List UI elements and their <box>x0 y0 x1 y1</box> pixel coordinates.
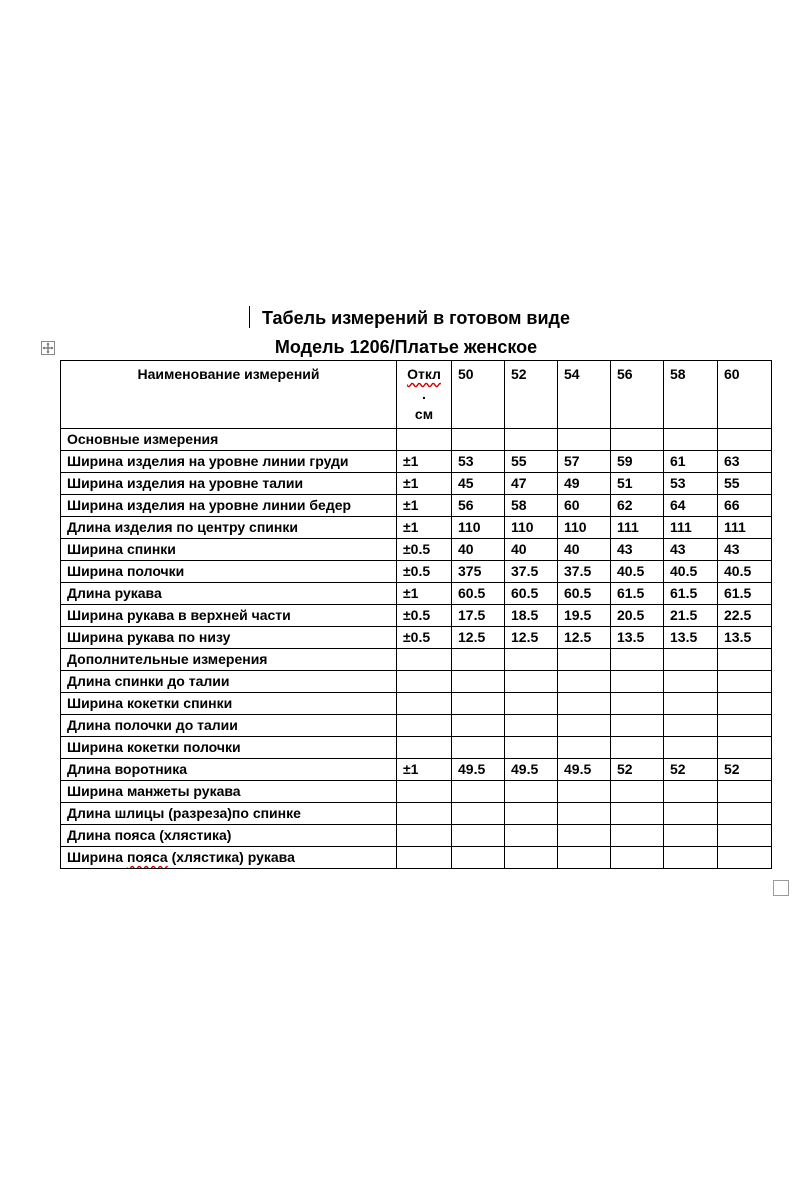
row-value <box>452 671 505 693</box>
row-label: Ширина манжеты рукава <box>61 781 397 803</box>
row-value: 375 <box>452 561 505 583</box>
row-value: 110 <box>505 517 558 539</box>
row-value <box>718 737 772 759</box>
tolerance-label: Откл <box>407 366 441 382</box>
row-value: 40 <box>558 539 611 561</box>
header-size-cell: 60 <box>718 361 772 429</box>
row-value <box>452 429 505 451</box>
row-tolerance: ±0.5 <box>397 605 452 627</box>
row-value <box>558 803 611 825</box>
row-tolerance: ±0.5 <box>397 539 452 561</box>
table-row <box>61 627 772 649</box>
row-value <box>611 825 664 847</box>
row-value <box>452 781 505 803</box>
tolerance-unit: см <box>414 406 434 422</box>
row-value: 58 <box>505 495 558 517</box>
row-tolerance <box>397 693 452 715</box>
row-value: 40.5 <box>718 561 772 583</box>
row-value <box>505 803 558 825</box>
row-label: Ширина рукава в верхней части <box>61 605 397 627</box>
row-value: 111 <box>664 517 718 539</box>
row-value: 55 <box>718 473 772 495</box>
row-value <box>505 847 558 869</box>
row-value: 61.5 <box>664 583 718 605</box>
row-value <box>718 429 772 451</box>
row-tolerance <box>397 429 452 451</box>
row-value <box>718 715 772 737</box>
header-name-cell: Наименование измерений <box>61 361 397 429</box>
row-label-part: (хлястика) рукава <box>167 849 295 865</box>
row-value: 13.5 <box>718 627 772 649</box>
row-value: 12.5 <box>452 627 505 649</box>
row-value: 45 <box>452 473 505 495</box>
row-tolerance <box>397 781 452 803</box>
row-value <box>558 693 611 715</box>
row-value <box>452 847 505 869</box>
row-value <box>505 737 558 759</box>
row-label <box>61 847 397 869</box>
row-label: Ширина кокетки полочки <box>61 737 397 759</box>
row-value: 61.5 <box>718 583 772 605</box>
row-value <box>611 781 664 803</box>
row-tolerance <box>397 825 452 847</box>
row-label: Основные измерения <box>61 429 397 451</box>
row-value: 52 <box>718 759 772 781</box>
row-value <box>452 693 505 715</box>
row-label: Длина пояса (хлястика) <box>61 825 397 847</box>
row-value <box>718 649 772 671</box>
model-title: Модель 1206/Платье женское <box>274 337 538 357</box>
row-tolerance: ±0.5 <box>397 561 452 583</box>
row-value: 66 <box>718 495 772 517</box>
row-value <box>558 715 611 737</box>
header-tolerance-cell <box>397 361 452 429</box>
row-label: Длина шлицы (разреза)по спинке <box>61 803 397 825</box>
table-row <box>61 737 772 759</box>
document-title: Табель измерений в готовом виде <box>261 308 570 328</box>
row-value <box>718 803 772 825</box>
row-value: 17.5 <box>452 605 505 627</box>
row-value <box>664 825 718 847</box>
table-row <box>61 473 772 495</box>
row-value <box>558 429 611 451</box>
row-value <box>558 847 611 869</box>
row-value: 110 <box>452 517 505 539</box>
table-row <box>61 671 772 693</box>
header-size-cell: 56 <box>611 361 664 429</box>
row-label: Дополнительные измерения <box>61 649 397 671</box>
row-tolerance: ±0.5 <box>397 627 452 649</box>
row-value: 43 <box>664 539 718 561</box>
row-value: 57 <box>558 451 611 473</box>
row-value: 53 <box>452 451 505 473</box>
table-resize-handle[interactable] <box>773 880 789 896</box>
table-row <box>61 847 772 869</box>
row-tolerance <box>397 715 452 737</box>
row-value: 60.5 <box>452 583 505 605</box>
row-value: 12.5 <box>505 627 558 649</box>
row-value <box>664 671 718 693</box>
table-row <box>61 649 772 671</box>
row-label: Ширина изделия на уровне линии груди <box>61 451 397 473</box>
row-value <box>611 847 664 869</box>
table-row <box>61 429 772 451</box>
header-size-cell: 52 <box>505 361 558 429</box>
row-value: 49.5 <box>505 759 558 781</box>
table-row <box>61 605 772 627</box>
row-value: 64 <box>664 495 718 517</box>
row-value <box>505 825 558 847</box>
row-value: 43 <box>718 539 772 561</box>
row-value: 40.5 <box>664 561 718 583</box>
row-label: Ширина спинки <box>61 539 397 561</box>
row-value <box>611 737 664 759</box>
header-size-cell: 50 <box>452 361 505 429</box>
row-tolerance <box>397 803 452 825</box>
row-value: 60 <box>558 495 611 517</box>
row-value <box>664 715 718 737</box>
row-tolerance: ±1 <box>397 495 452 517</box>
row-value: 37.5 <box>558 561 611 583</box>
row-value: 56 <box>452 495 505 517</box>
row-tolerance: ±1 <box>397 583 452 605</box>
row-value: 47 <box>505 473 558 495</box>
table-row <box>61 517 772 539</box>
row-value: 13.5 <box>611 627 664 649</box>
row-value <box>664 847 718 869</box>
row-tolerance: ±1 <box>397 517 452 539</box>
row-value <box>505 671 558 693</box>
row-value <box>558 781 611 803</box>
row-value <box>611 803 664 825</box>
row-value <box>452 649 505 671</box>
move-arrows-icon <box>42 342 54 354</box>
table-row <box>61 583 772 605</box>
row-value <box>505 693 558 715</box>
row-value: 60.5 <box>558 583 611 605</box>
row-tolerance <box>397 649 452 671</box>
row-label: Длина рукава <box>61 583 397 605</box>
row-value <box>558 825 611 847</box>
row-value: 52 <box>664 759 718 781</box>
row-value <box>664 803 718 825</box>
row-value: 49 <box>558 473 611 495</box>
measurements-table <box>60 360 772 869</box>
row-value <box>558 649 611 671</box>
row-value: 61.5 <box>611 583 664 605</box>
row-value: 110 <box>558 517 611 539</box>
row-value: 111 <box>718 517 772 539</box>
row-label: Длина полочки до талии <box>61 715 397 737</box>
row-label: Длина изделия по центру спинки <box>61 517 397 539</box>
row-tolerance: ±1 <box>397 473 452 495</box>
row-value <box>505 429 558 451</box>
header-size-cell: 54 <box>558 361 611 429</box>
row-value <box>558 737 611 759</box>
row-value <box>505 715 558 737</box>
row-label-part: Ширина <box>67 849 127 865</box>
row-value: 53 <box>664 473 718 495</box>
table-row <box>61 539 772 561</box>
row-value <box>505 649 558 671</box>
row-value <box>452 803 505 825</box>
row-label: Длина воротника <box>61 759 397 781</box>
tolerance-dot: . <box>422 386 426 402</box>
row-value: 18.5 <box>505 605 558 627</box>
row-value <box>718 693 772 715</box>
row-value: 49.5 <box>452 759 505 781</box>
row-tolerance <box>397 847 452 869</box>
row-value <box>718 781 772 803</box>
table-row <box>61 715 772 737</box>
table-row <box>61 781 772 803</box>
row-value: 21.5 <box>664 605 718 627</box>
row-value <box>664 781 718 803</box>
row-value: 61 <box>664 451 718 473</box>
row-value: 111 <box>611 517 664 539</box>
table-row <box>61 803 772 825</box>
row-value: 37.5 <box>505 561 558 583</box>
table-row <box>61 495 772 517</box>
row-value: 59 <box>611 451 664 473</box>
table-row <box>61 561 772 583</box>
row-value <box>558 671 611 693</box>
row-value <box>452 737 505 759</box>
row-value: 62 <box>611 495 664 517</box>
row-value <box>611 693 664 715</box>
row-value: 51 <box>611 473 664 495</box>
row-value <box>664 649 718 671</box>
row-value <box>452 825 505 847</box>
table-header-row <box>61 361 772 429</box>
row-value <box>718 825 772 847</box>
row-tolerance: ±1 <box>397 451 452 473</box>
row-value <box>664 737 718 759</box>
row-value <box>664 429 718 451</box>
row-value: 40 <box>452 539 505 561</box>
row-value: 43 <box>611 539 664 561</box>
row-label: Ширина изделия на уровне линии бедер <box>61 495 397 517</box>
table-row <box>61 451 772 473</box>
row-label: Длина спинки до талии <box>61 671 397 693</box>
header-size-cell: 58 <box>664 361 718 429</box>
row-value: 13.5 <box>664 627 718 649</box>
row-tolerance <box>397 737 452 759</box>
row-value <box>611 715 664 737</box>
row-label: Ширина полочки <box>61 561 397 583</box>
row-value <box>611 671 664 693</box>
table-row <box>61 693 772 715</box>
row-value: 49.5 <box>558 759 611 781</box>
row-value: 40 <box>505 539 558 561</box>
row-value <box>611 649 664 671</box>
row-value: 20.5 <box>611 605 664 627</box>
table-row <box>61 825 772 847</box>
row-value: 19.5 <box>558 605 611 627</box>
table-row <box>61 759 772 781</box>
row-tolerance: ±1 <box>397 759 452 781</box>
row-value: 52 <box>611 759 664 781</box>
row-label: Ширина изделия на уровне талии <box>61 473 397 495</box>
row-value: 55 <box>505 451 558 473</box>
row-value <box>505 781 558 803</box>
row-value <box>718 671 772 693</box>
row-value <box>664 693 718 715</box>
table-move-handle[interactable] <box>41 341 55 355</box>
row-value: 40.5 <box>611 561 664 583</box>
row-value: 60.5 <box>505 583 558 605</box>
row-tolerance <box>397 671 452 693</box>
row-value: 22.5 <box>718 605 772 627</box>
spellcheck-word: пояса <box>126 849 168 865</box>
row-value <box>611 429 664 451</box>
row-label: Ширина кокетки спинки <box>61 693 397 715</box>
row-value: 12.5 <box>558 627 611 649</box>
row-value: 63 <box>718 451 772 473</box>
row-label: Ширина рукава по низу <box>61 627 397 649</box>
row-value <box>718 847 772 869</box>
row-value <box>452 715 505 737</box>
